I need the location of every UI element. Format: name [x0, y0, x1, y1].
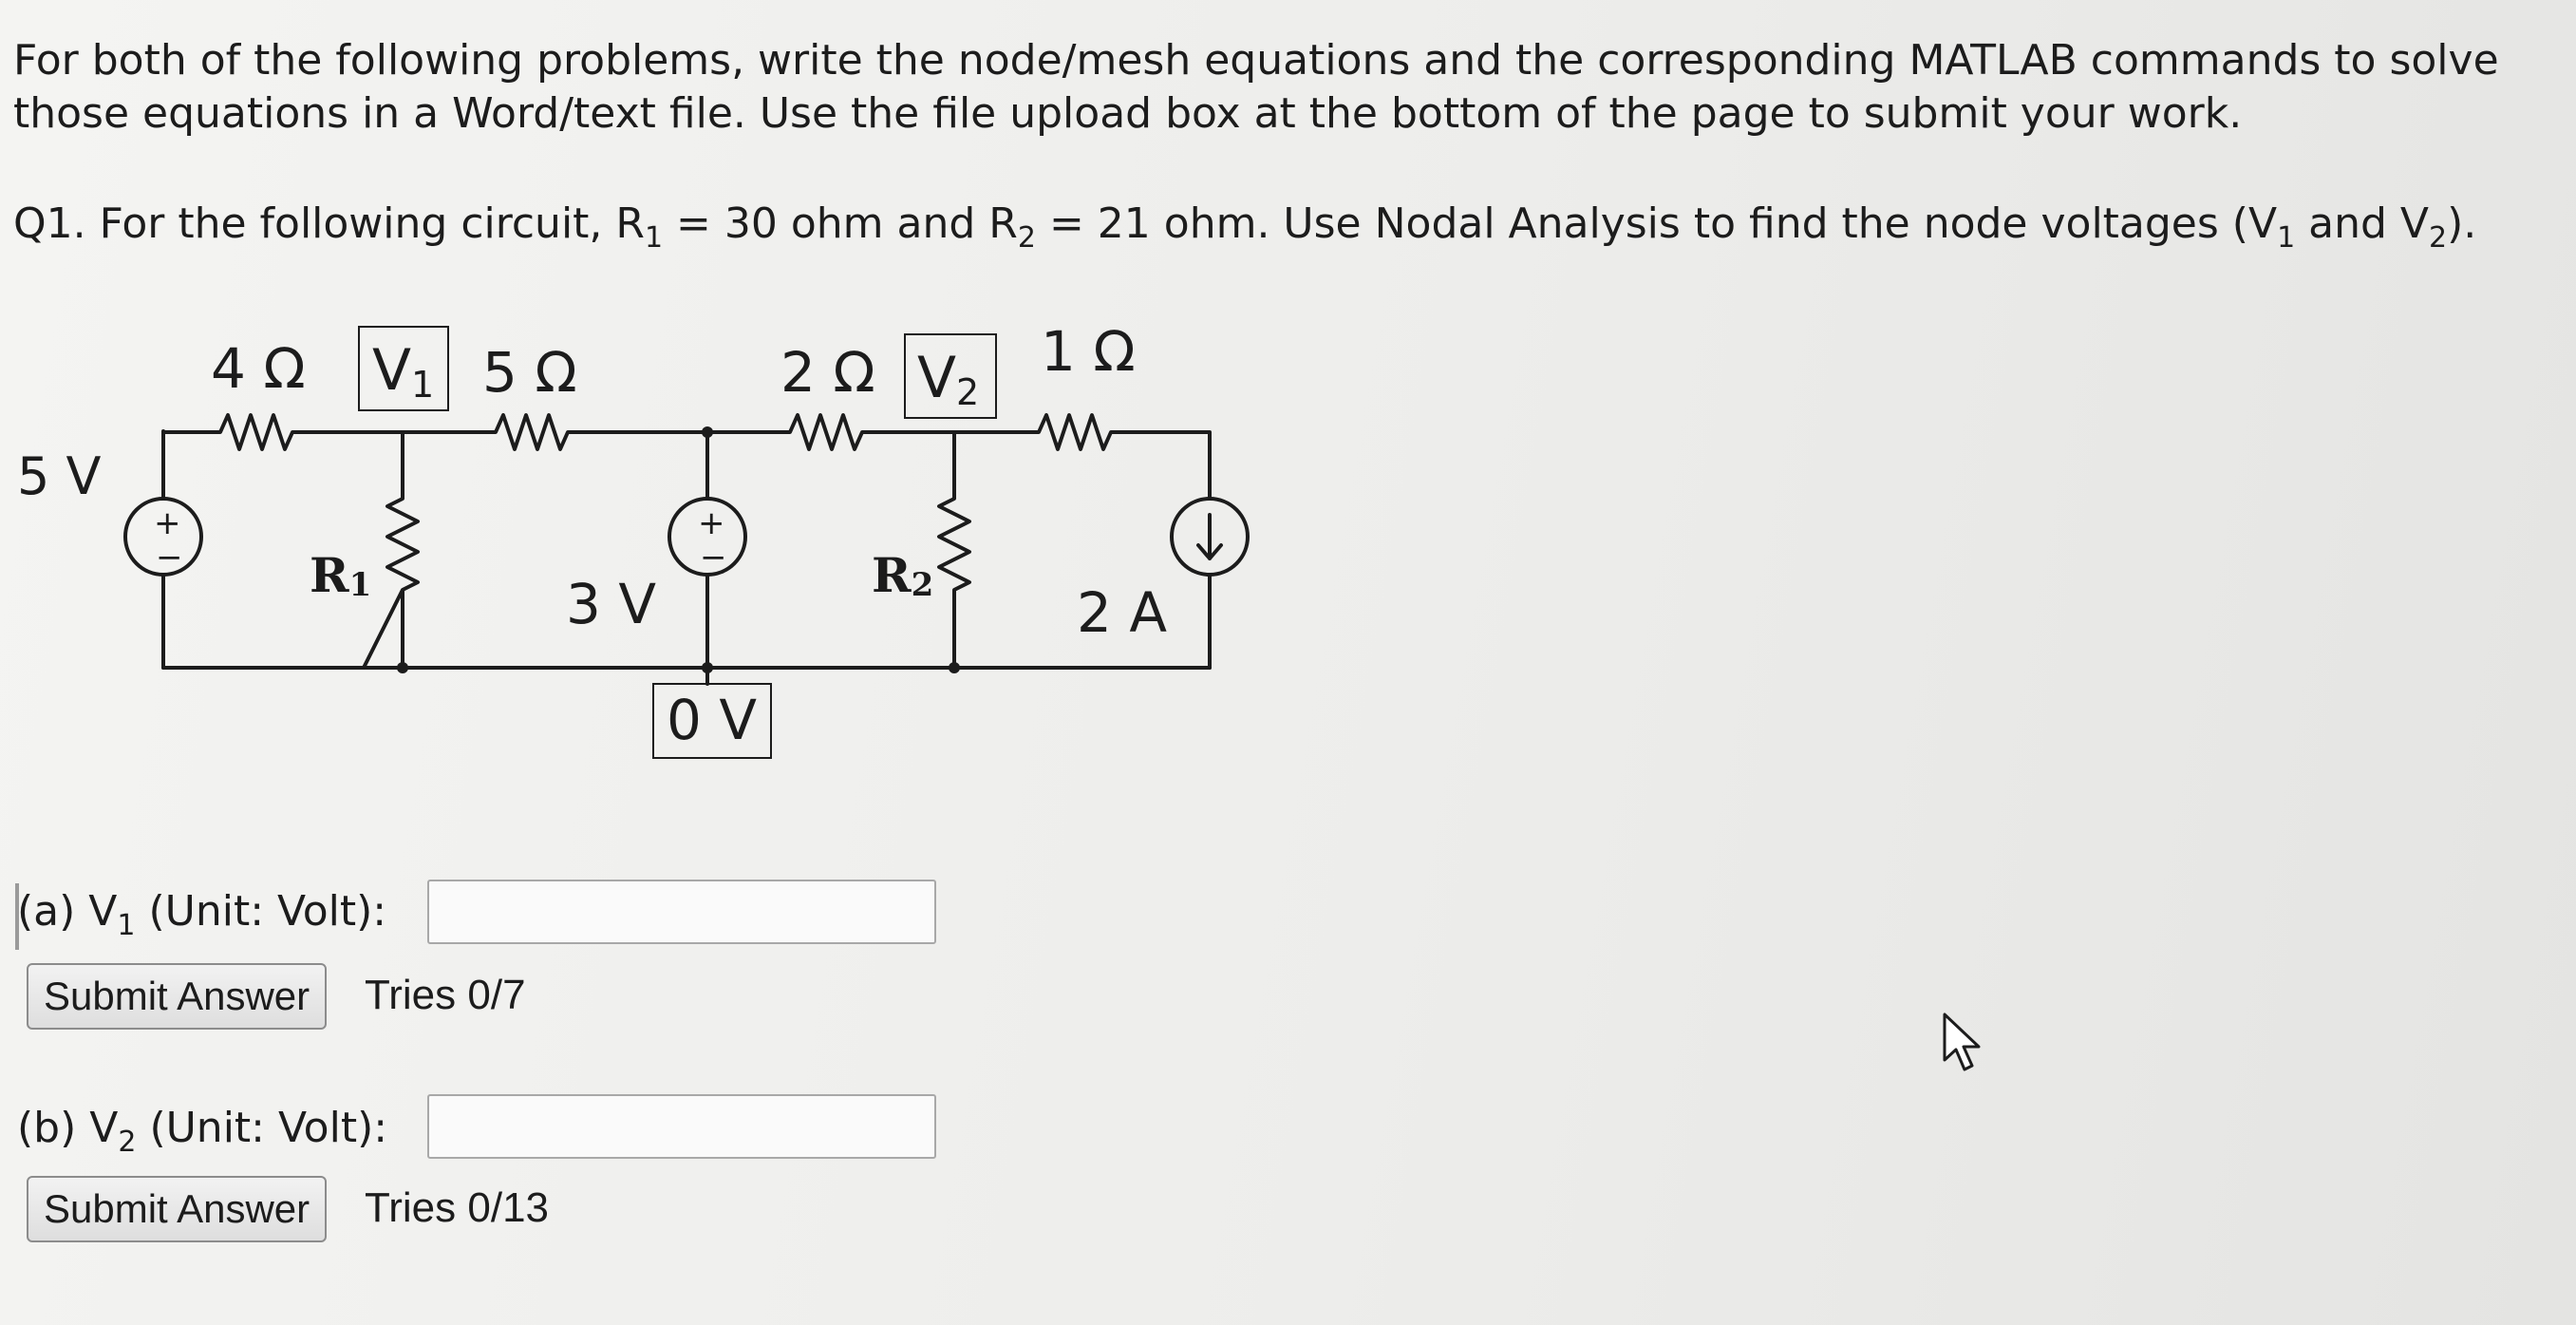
question-v1-sub: 1 [2277, 221, 2296, 255]
label-5v: 5 V [17, 446, 102, 506]
label-2a: 2 A [1077, 580, 1168, 645]
part-b-label-sub: 2 [118, 1126, 137, 1159]
part-b-label-unit: (Unit: Volt): [136, 1104, 388, 1152]
question-text [13, 198, 2477, 255]
question-r2-value: = 21 ohm. Use Nodal Analysis to find the node voltages (V [1035, 199, 2278, 248]
label-5-ohm: 5 Ω [482, 340, 577, 405]
part-a-label [17, 885, 387, 942]
part-a-label-unit: (Unit: Volt): [135, 887, 387, 936]
submit-answer-b-button[interactable]: Submit Answer [27, 1176, 327, 1242]
question-and: and V [2295, 199, 2430, 248]
answer-b-input[interactable] [427, 1094, 936, 1159]
label-node-v2: V2 [917, 345, 980, 413]
tries-b-counter: Tries 0/13 [365, 1184, 550, 1231]
label-r1: R1 [310, 547, 372, 604]
question-r1-value: = 30 ohm and R [663, 199, 1018, 248]
resistor-r2 [939, 432, 969, 668]
mouse-pointer-icon [1941, 1011, 1984, 1077]
current-arrow-icon [1198, 515, 1221, 558]
label-5v-minus: − [156, 539, 183, 577]
label-4-ohm: 4 Ω [211, 336, 306, 401]
resistor-5-ohm [403, 415, 707, 449]
circuit-diagram [0, 304, 1291, 779]
label-2-ohm: 2 Ω [780, 340, 875, 405]
instructions-line-2: those equations in a Word/text file. Use the file upload box at the bottom of the page to submit your work. [13, 89, 2243, 138]
label-3v: 3 V [566, 572, 657, 636]
instructions-line-1: For both of the following problems, write the node/mesh equations and the corresponding MATLAB commands to solve [13, 36, 2499, 85]
node-dot [949, 662, 960, 673]
question-end: ). [2447, 199, 2477, 248]
label-1-ohm: 1 Ω [1041, 319, 1136, 384]
part-b-label-prefix: (b) V [17, 1104, 119, 1152]
part-a-label-prefix: (a) V [17, 887, 118, 936]
question-r2-sub: 2 [1017, 221, 1036, 255]
answer-a-input[interactable] [427, 880, 936, 944]
resistor-2-ohm [707, 415, 954, 449]
question-prefix: Q1. For the following circuit, R [13, 199, 645, 248]
node-dot [702, 426, 713, 438]
label-r2: R2 [872, 547, 934, 604]
label-3v-minus: − [700, 539, 727, 577]
node-dot [702, 662, 713, 673]
resistor-r1 [364, 432, 418, 668]
part-b-label [17, 1102, 388, 1159]
resistor-1-ohm [954, 415, 1210, 499]
resistor-4-ohm [163, 415, 403, 449]
instructions-text [13, 34, 2539, 141]
label-node-v1: V1 [372, 337, 435, 406]
tries-a-counter: Tries 0/7 [365, 972, 526, 1018]
submit-answer-a-button[interactable]: Submit Answer [27, 963, 327, 1030]
label-5v-plus: + [154, 504, 181, 542]
question-r1-sub: 1 [644, 221, 664, 255]
part-a-label-sub: 1 [117, 909, 136, 942]
label-ground: 0 V [667, 688, 758, 752]
label-3v-plus: + [698, 504, 725, 542]
question-v2-sub: 2 [2429, 221, 2448, 255]
